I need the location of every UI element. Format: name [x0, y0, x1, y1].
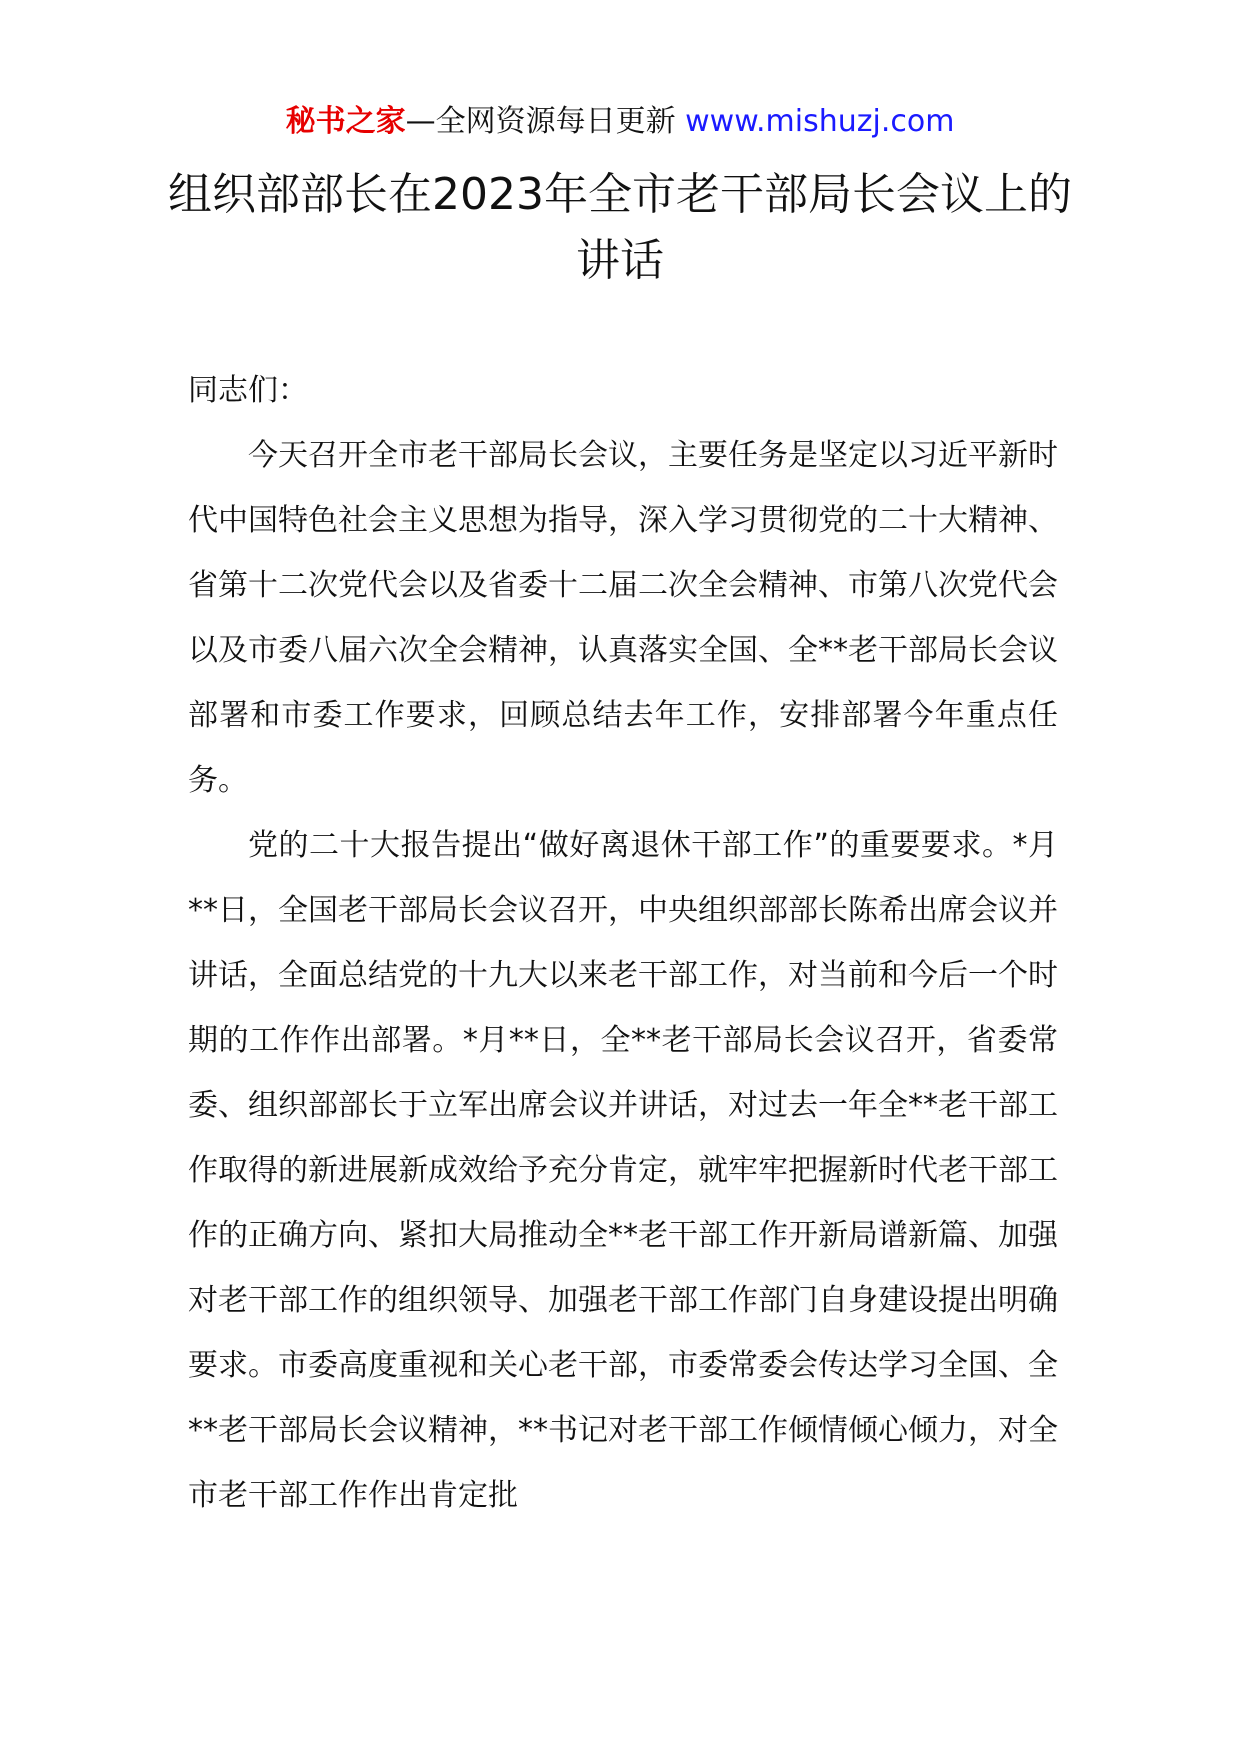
header-tagline: —全网资源每日更新	[405, 104, 686, 139]
paragraph-2: 党的二十大报告提出“做好离退休干部工作”的重要要求。*月**日，全国老干部局长会议召开，中央组织部部长陈希出席会议并讲话，全面总结党的十九大以来老干部工作，对当前和今后一个时期的工作作出部署。*月**日，全**老干部局长会议召开，省委常委、组织部部长于立军出席会议并讲话，对过去一年全**老干部工作取得的新进展新成效给予充分肯定，就牢牢把握新时代老干部工作的正确方向、紧扣大局推动全**老干部工作开新局谱新篇、加强对老干部工作的组织领导、加强老干部工作部门自身建设提出明确要求。市委高度重视和关心老干部，市委常委会传达学习全国、全**老干部局长会议精神，**书记对老干部工作倾情倾心倾力，对全市老干部工作作出肯定批	[188, 828, 1058, 1513]
document-body	[188, 358, 1058, 1528]
paragraph-1: 今天召开全市老干部局长会议，主要任务是坚定以习近平新时代中国特色社会主义思想为指导，深入学习贯彻党的二十大精神、省第十二次党代会以及省委十二届二次全会精神、市第八次党代会以及市委八届六次全会精神，认真落实全国、全**老干部局长会议部署和市委工作要求，回顾总结去年工作，安排部署今年重点任务。	[188, 438, 1058, 798]
site-url-link[interactable]: www.mishuzj.com	[685, 104, 955, 139]
brand-name: 秘书之家	[285, 104, 406, 139]
salutation: 同志们：	[188, 373, 308, 408]
document-title: 组织部部长在2023年全市老干部局长会议上的讲话	[168, 169, 1072, 286]
watermark-header	[0, 100, 1240, 144]
